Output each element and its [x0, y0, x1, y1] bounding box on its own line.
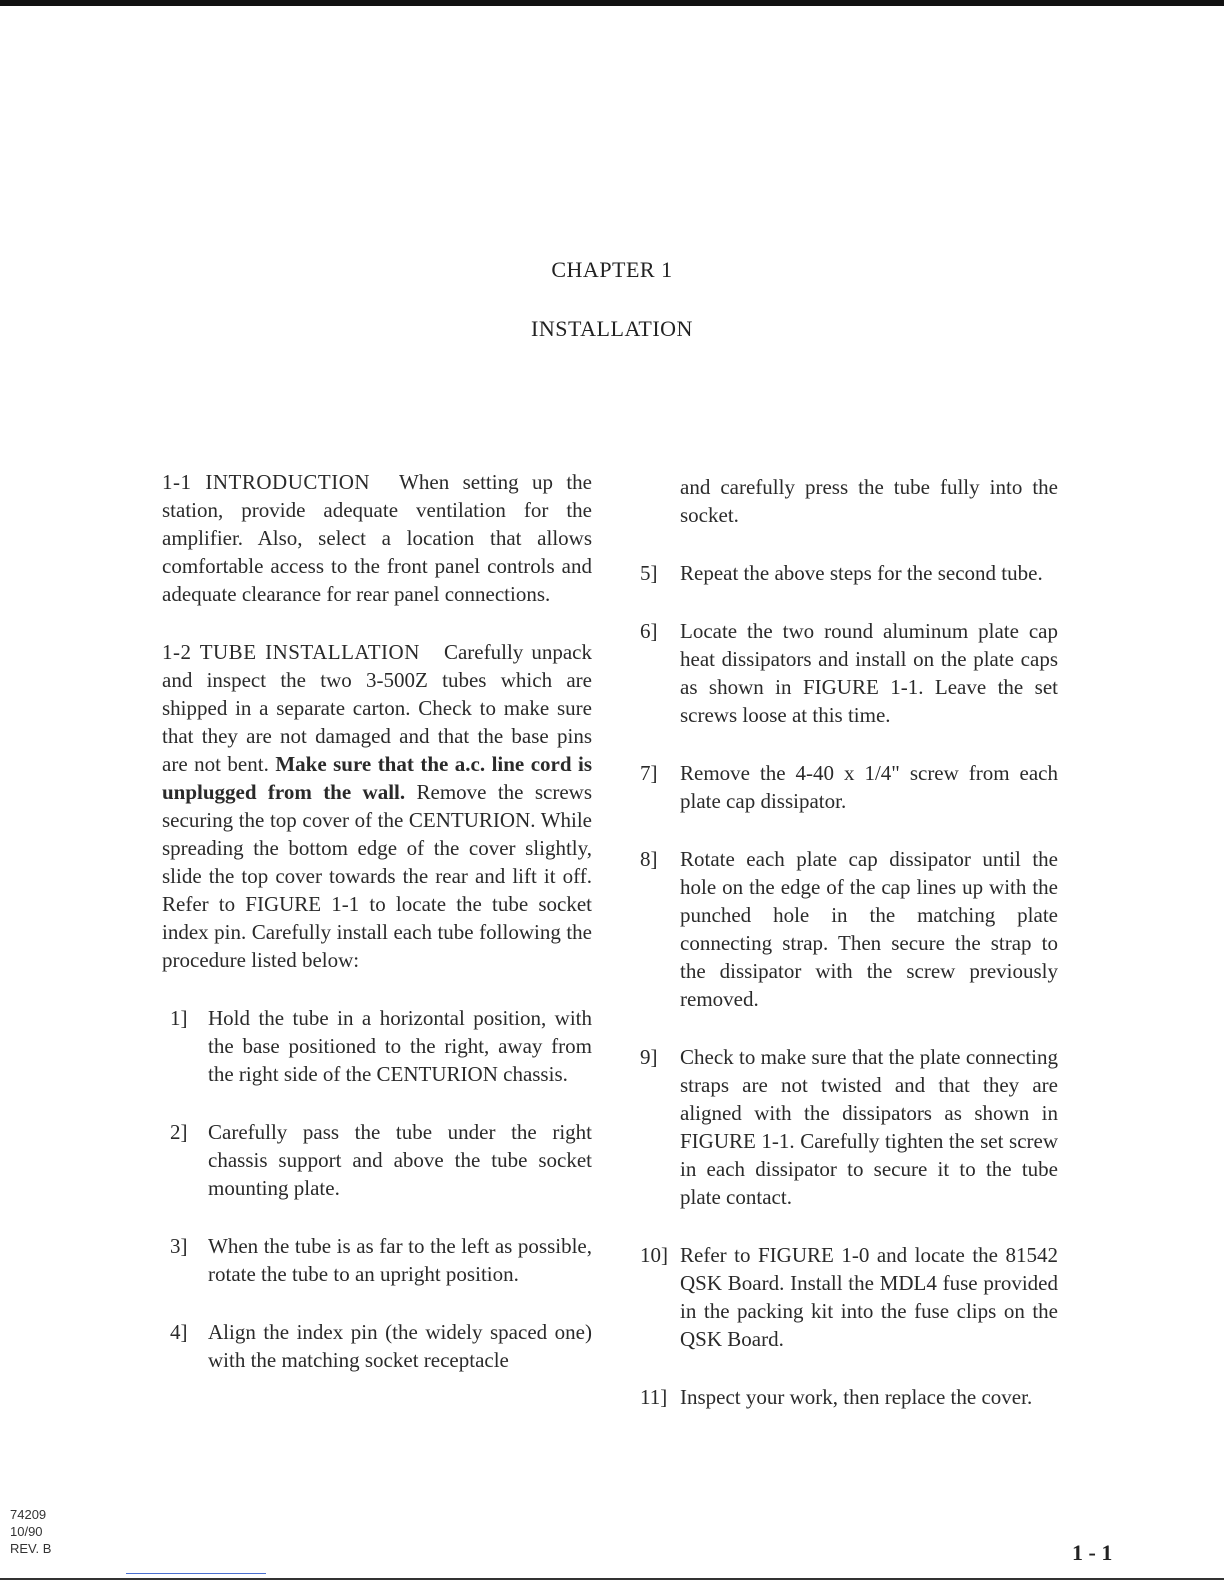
- step-text: Refer to FIGURE 1-0 and locate the 81542 QSK Board. Install the MDL4 fuse provided in the packing kit into the fuse clips on the QSK Board.: [680, 1243, 1058, 1351]
- intro-paragraph: [162, 468, 592, 608]
- step-number: 3]: [170, 1234, 188, 1258]
- step-number: 7]: [640, 761, 658, 785]
- step-item: [640, 759, 1058, 815]
- step-item: [640, 1383, 1058, 1411]
- step-text: Locate the two round aluminum plate cap heat dissipators and install on the plate caps as shown in FIGURE 1-1. Leave the set screws loose at this time.: [680, 619, 1058, 727]
- step-number: 1]: [170, 1006, 188, 1030]
- step-item: [640, 559, 1058, 587]
- step-item: [640, 1241, 1058, 1353]
- warning-text: Make sure that the a.c. line cord is unplugged from the wall.: [162, 752, 593, 804]
- step-item: [170, 1232, 592, 1288]
- underline-mark: [126, 1573, 266, 1574]
- part-number: 74209: [10, 1507, 47, 1522]
- step-number: 6]: [640, 619, 658, 643]
- step-number: 11]: [640, 1385, 668, 1409]
- step-item: [170, 1118, 592, 1202]
- step-text: Check to make sure that the plate connecting straps are not twisted and that they are aligned with the dissipators as shown in FIGURE 1-1. Carefully tighten the set screw in each dissipator to secure it to the tube plate contact.: [680, 1045, 1058, 1209]
- step-number: 9]: [640, 1045, 658, 1069]
- chapter-title: CHAPTER 1: [551, 257, 673, 282]
- step-text: Hold the tube in a horizontal position, with the base positioned to the right, away from the right side of the CENTURION chassis.: [208, 1006, 592, 1086]
- left-column: [162, 468, 592, 1404]
- step-item: [640, 617, 1058, 729]
- step-number: 10]: [640, 1243, 668, 1267]
- step-item: [170, 1318, 592, 1374]
- chapter-subtitle: INSTALLATION: [531, 316, 693, 341]
- step-item: [640, 1043, 1058, 1211]
- step-text: Repeat the above steps for the second tube.: [680, 561, 1043, 585]
- tube-installation-paragraph: [162, 638, 592, 974]
- step-number: 2]: [170, 1120, 188, 1144]
- step-number: 5]: [640, 561, 658, 585]
- intro-heading: 1-1 INTRODUCTION: [162, 470, 371, 494]
- step-number: 4]: [170, 1320, 188, 1344]
- step-text: Align the index pin (the widely spaced one) with the matching socket receptacle: [208, 1320, 592, 1372]
- intro-text: When setting up the station, provide adequate ventilation for the amplifier. Also, select a location that allows comfortable access to the front panel controls and adequate clearance for rear panel connections.: [162, 470, 592, 606]
- tube-installation-text-b: Remove the screws securing the top cover of the CENTURION. While spreading the bottom edge of the cover slightly, slide the top cover towards the rear and lift it off. Refer to FIGURE 1-1 to locate the tube socket index pin. Carefully install each tube following the procedure listed below:: [162, 780, 592, 972]
- tube-installation-heading: 1-2 TUBE INSTALLATION: [162, 640, 420, 664]
- bottom-border: [0, 1578, 1224, 1580]
- step-text: Inspect your work, then replace the cover.: [680, 1385, 1033, 1409]
- step-text: When the tube is as far to the left as possible, rotate the tube to an upright position.: [208, 1234, 592, 1286]
- step-text: Remove the 4-40 x 1/4" screw from each plate cap dissipator.: [680, 761, 1058, 813]
- revision-label: REV. B: [10, 1541, 52, 1556]
- step-text: Carefully pass the tube under the right chassis support and above the tube socket mounting plate.: [208, 1120, 592, 1200]
- right-column: [640, 473, 1058, 1441]
- page-number: 1 - 1: [1072, 1540, 1113, 1565]
- step4-continuation: and carefully press the tube fully into the socket.: [680, 475, 1058, 527]
- step-text: Rotate each plate cap dissipator until the hole on the edge of the cap lines up with the punched hole in the matching plate connecting strap. Then secure the strap to the dissipator with the screw previously removed.: [680, 847, 1058, 1011]
- top-border: [0, 0, 1224, 6]
- revision-date: 10/90: [10, 1524, 43, 1539]
- tube-installation-text-a: Carefully unpack and inspect the two 3-500Z tubes which are shipped in a separate carton. Check to make sure that they are not damaged and that the base pins are not bent.: [162, 640, 592, 776]
- step-item: [640, 845, 1058, 1013]
- document-code: [10, 1506, 51, 1557]
- step-number: 8]: [640, 847, 658, 871]
- step-item: [170, 1004, 592, 1088]
